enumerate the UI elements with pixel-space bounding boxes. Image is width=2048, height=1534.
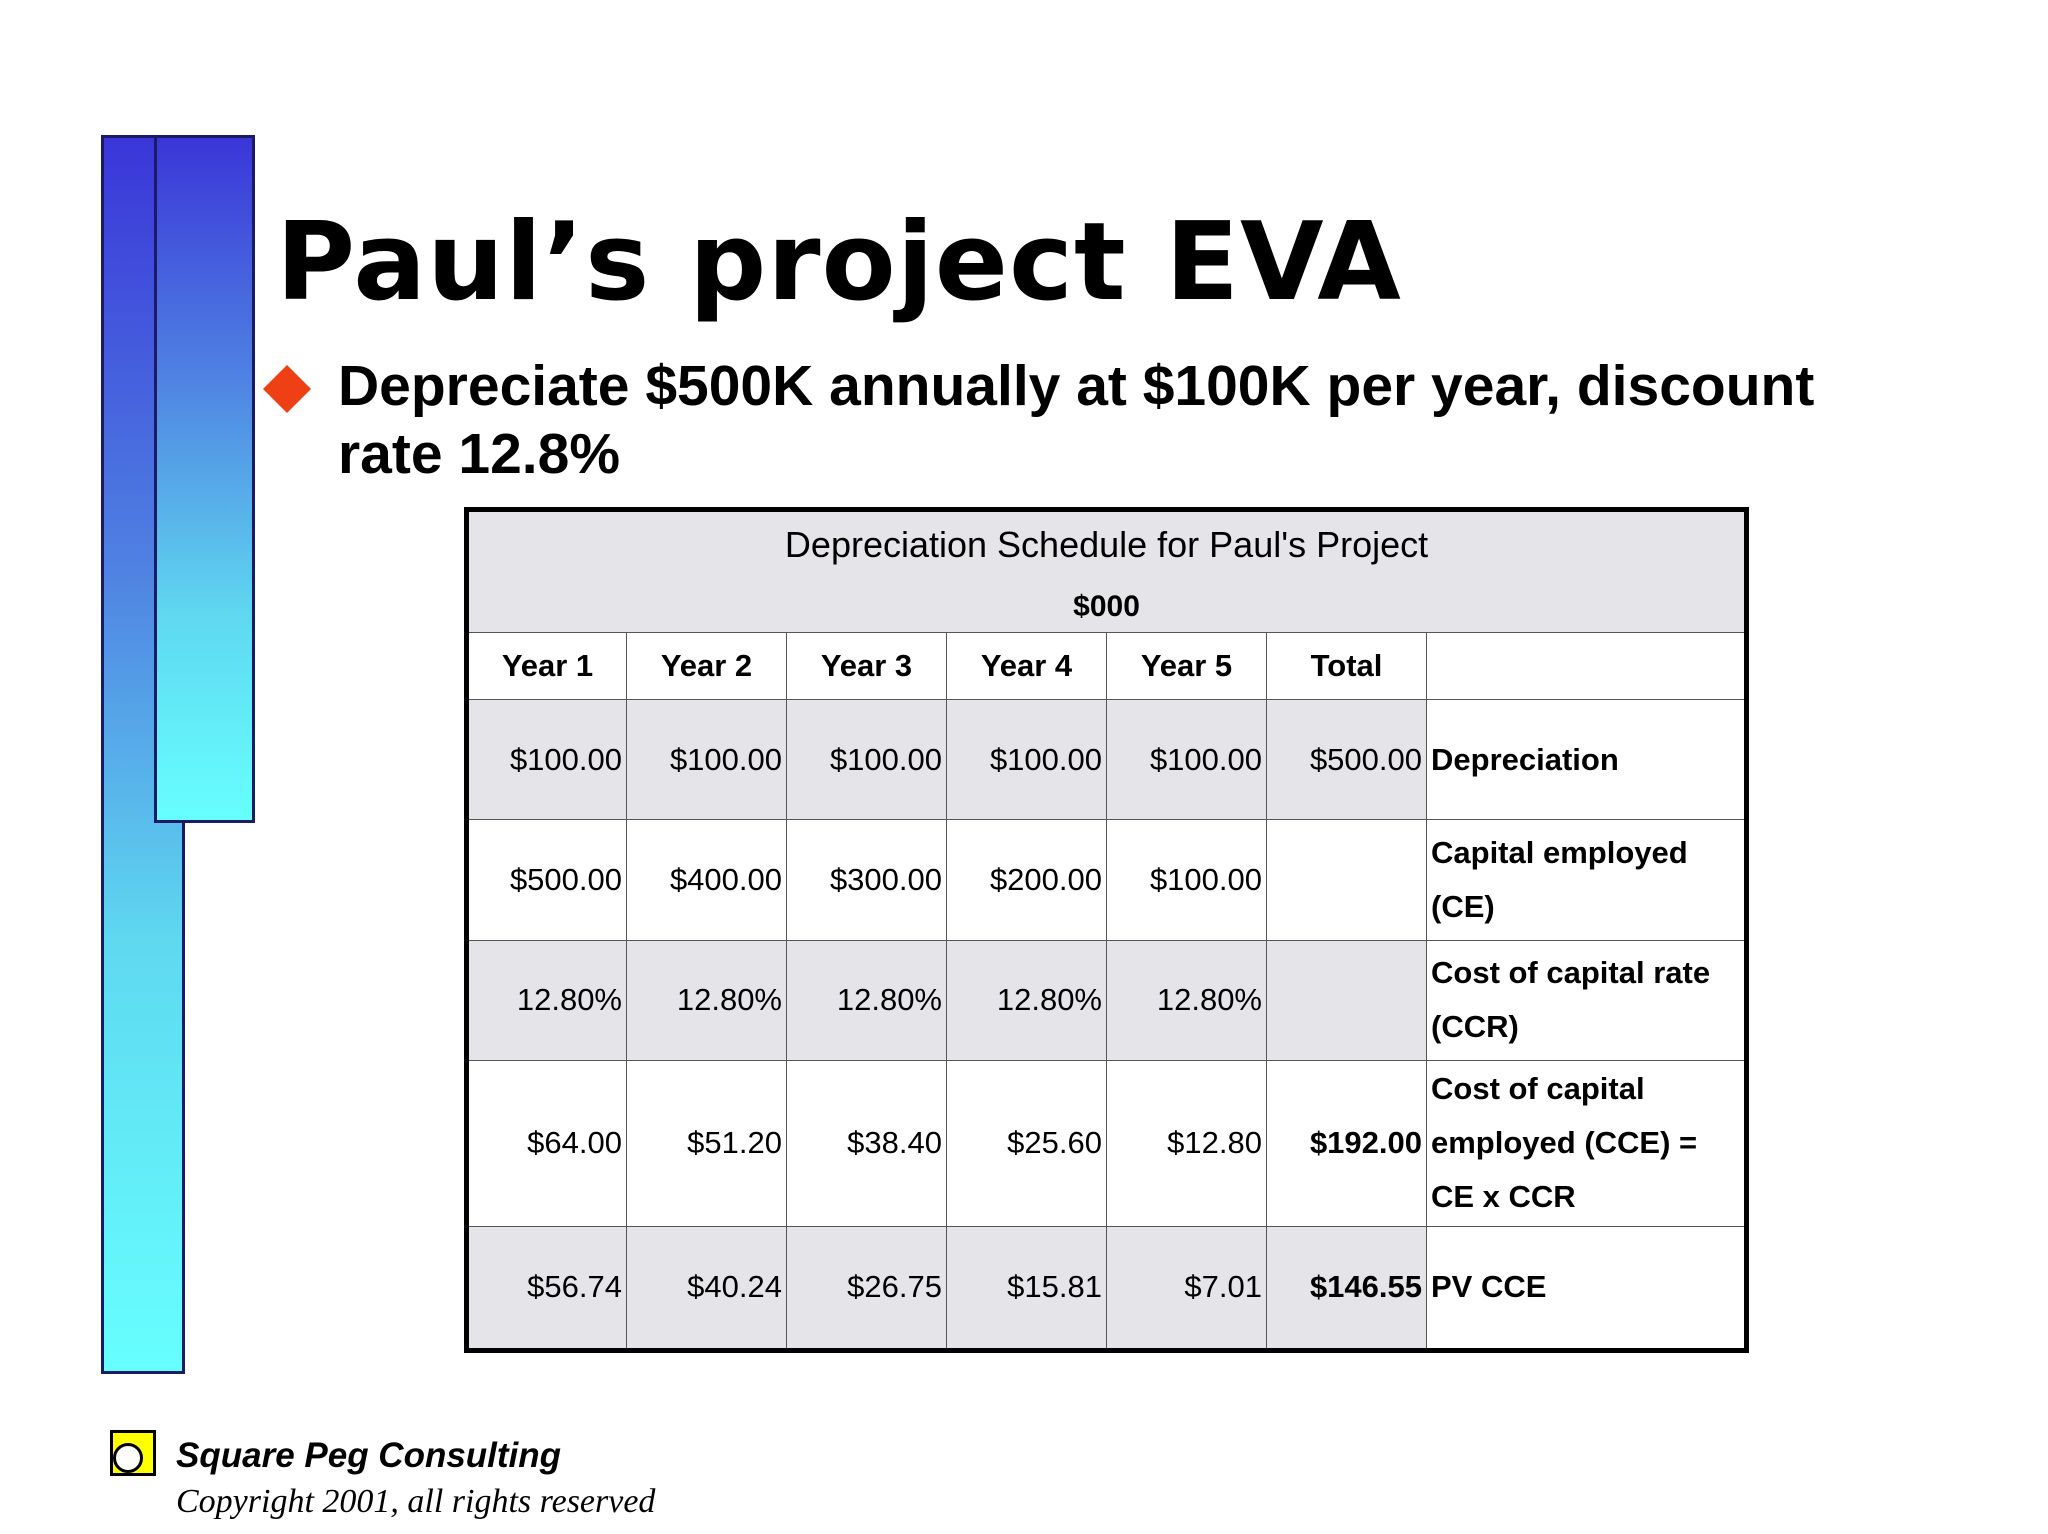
table-cell: $56.74 [467, 1226, 627, 1350]
column-header: Total [1267, 633, 1427, 700]
table-row [467, 940, 1747, 1060]
table-cell: 12.80% [467, 940, 627, 1060]
column-header: Year 1 [467, 633, 627, 700]
table-cell: $100.00 [787, 700, 947, 820]
row-label: Cost of capital employed (CCE) = CE x CCR [1427, 1060, 1747, 1226]
table-cell: $300.00 [787, 820, 947, 940]
logo-circle [113, 1443, 143, 1473]
table-cell: $500.00 [1267, 700, 1427, 820]
table-row [467, 1060, 1747, 1226]
column-header: Year 3 [787, 633, 947, 700]
table-cell: $64.00 [467, 1060, 627, 1226]
table-cell: $7.01 [1107, 1226, 1267, 1350]
table-cell: 12.80% [1107, 940, 1267, 1060]
row-label: Depreciation [1427, 700, 1747, 820]
table-cell: $12.80 [1107, 1060, 1267, 1226]
table-cell: $100.00 [467, 700, 627, 820]
table-cell: $40.24 [627, 1226, 787, 1350]
table-cell: 12.80% [947, 940, 1107, 1060]
table-caption-title: Depreciation Schedule for Paul's Project [784, 524, 1429, 566]
table-cell: $146.55 [1267, 1226, 1427, 1350]
table-caption [467, 510, 1747, 633]
square-peg-logo-icon [110, 1430, 156, 1476]
bullet-text: Depreciate $500K annually at $100K per year, discount rate 12.8% [338, 354, 1815, 486]
table-cell: $400.00 [627, 820, 787, 940]
table-cell: $25.60 [947, 1060, 1107, 1226]
column-header: Year 2 [627, 633, 787, 700]
table-row [467, 700, 1747, 820]
table-header-row [467, 633, 1747, 700]
footer-company: Square Peg Consulting [176, 1436, 562, 1475]
table-cell: $100.00 [947, 700, 1107, 820]
table-row [467, 820, 1747, 940]
table-cell: $51.20 [627, 1060, 787, 1226]
column-header: Year 4 [947, 633, 1107, 700]
table-row [467, 1226, 1747, 1350]
row-label: PV CCE [1427, 1226, 1747, 1350]
slide-title: Paul’s project EVA [276, 200, 1402, 325]
diamond-bullet-icon [263, 365, 311, 413]
table-cell: 12.80% [787, 940, 947, 1060]
table-cell: $100.00 [1107, 700, 1267, 820]
table-cell: $15.81 [947, 1226, 1107, 1350]
footer-copyright: Copyright 2001, all rights reserved [176, 1483, 656, 1520]
table-cell [1267, 940, 1427, 1060]
depreciation-table [464, 507, 1749, 1353]
table-cell: $38.40 [787, 1060, 947, 1226]
table-cell: $100.00 [627, 700, 787, 820]
table-cell: $26.75 [787, 1226, 947, 1350]
row-label: Cost of capital rate (CCR) [1427, 940, 1747, 1060]
table-cell: $200.00 [947, 820, 1107, 940]
column-header [1427, 633, 1747, 700]
table-cell: $192.00 [1267, 1060, 1427, 1226]
decorative-bar-front [154, 135, 255, 823]
column-header: Year 5 [1107, 633, 1267, 700]
row-label: Capital employed (CE) [1427, 820, 1747, 940]
table-cell: $100.00 [1107, 820, 1267, 940]
table-caption-unit: $000 [1073, 590, 1140, 624]
table-cell [1267, 820, 1427, 940]
table-cell: $500.00 [467, 820, 627, 940]
table-cell: 12.80% [627, 940, 787, 1060]
